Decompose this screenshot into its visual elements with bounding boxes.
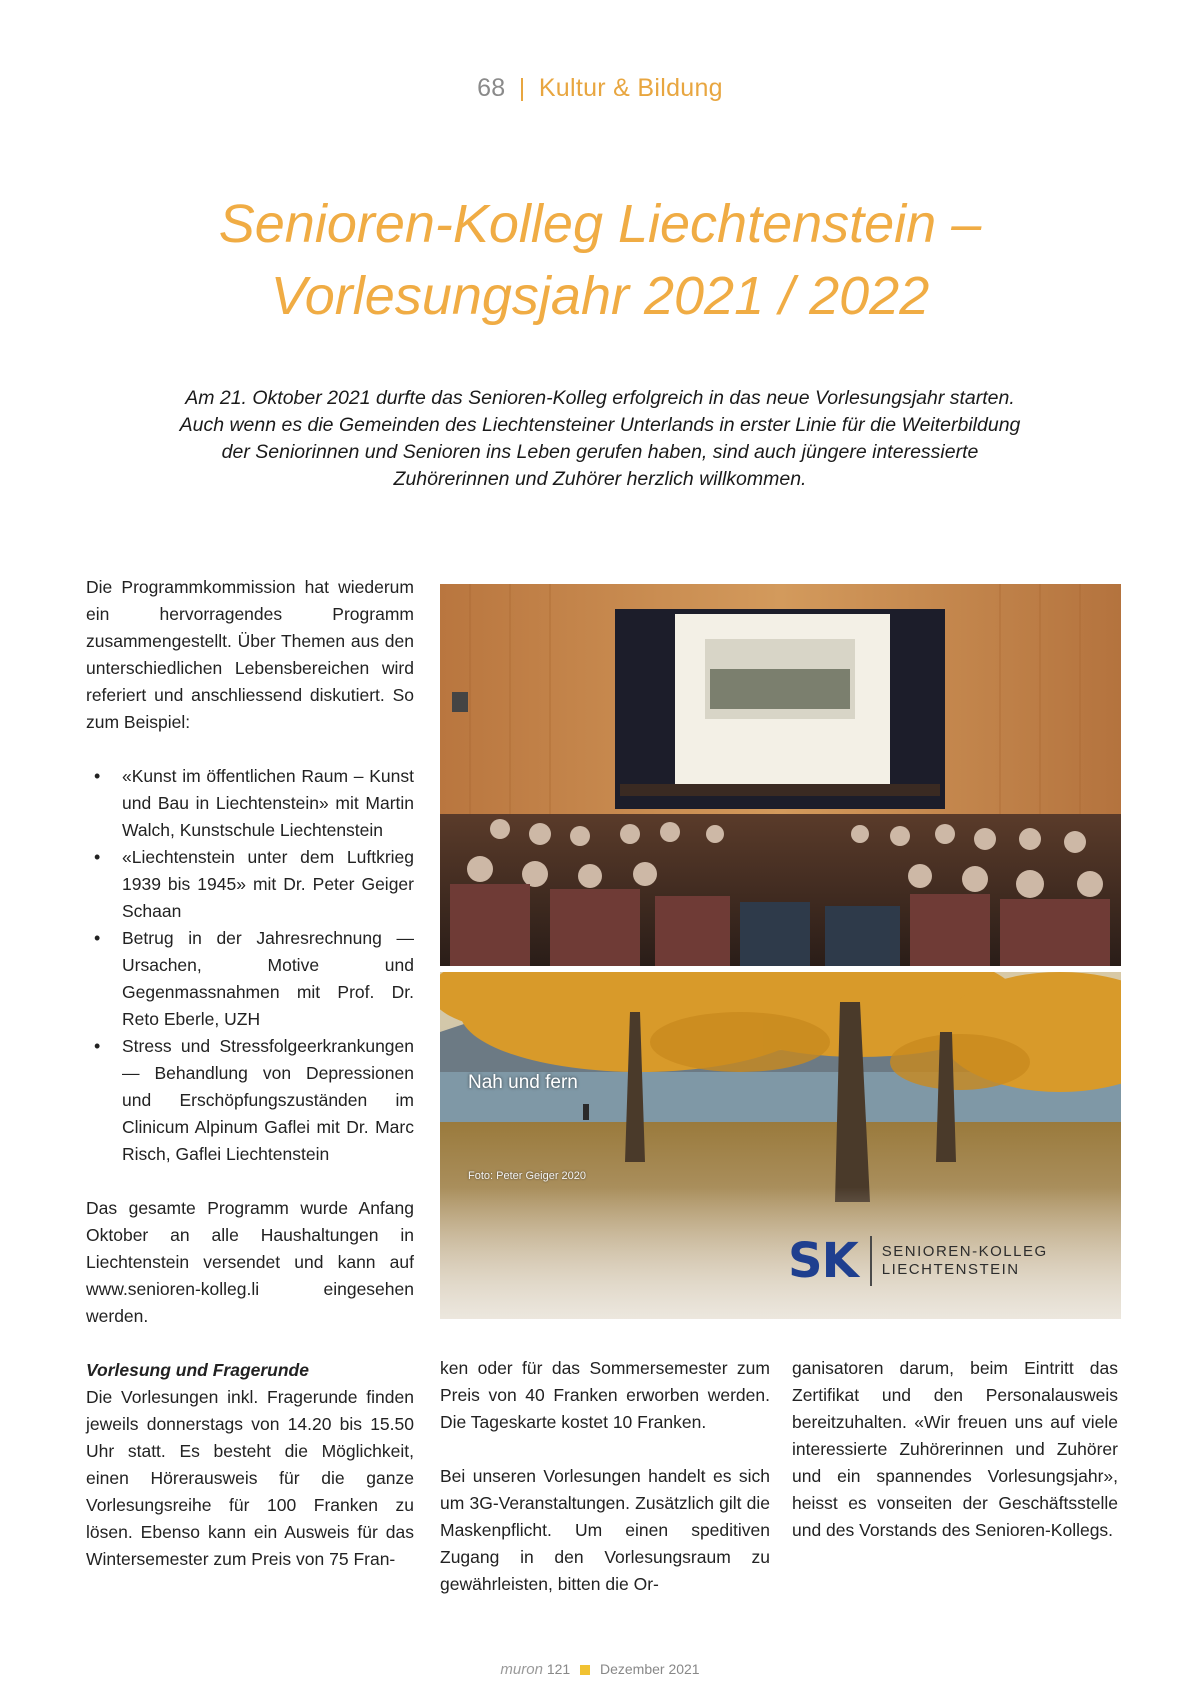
autumn-lake-photo [440,972,1121,1319]
logo-line2: LIECHTENSTEIN [881,1261,1020,1278]
article-title-line1: Senioren-Kolleg Liechtenstein – [218,194,982,254]
program-list [86,763,414,1168]
magazine-brand: muron [500,1661,543,1678]
text-column-1 [86,574,414,1573]
header-separator: | [518,74,526,102]
lecture-hall-photo [440,584,1121,966]
photo-overlay-title: Nah und fern [468,1072,578,1093]
program-item: • Betrug in der Jahresrechnung — Ursachen, Motive und Gegenmassnahmen mit Prof. Dr. Reto Eberle, UZH [86,925,414,1033]
subheading: Vorlesung und Fragerunde [86,1360,309,1380]
article-title-line2: Vorlesungsjahr 2021 / 2022 [270,266,930,326]
text-column-3 [792,1355,1118,1544]
program-note: Das gesamte Programm wurde Anfang Oktober an alle Haushaltungen in Liechtenstein versendet und kann auf www.senioren-kolleg.li eingesehen werden. [86,1198,414,1326]
logo-wordmark [882,1243,1048,1279]
program-item: • Stress und Stressfolgeerkrankungen — Behandlung von Depressionen und Erschöpfungszuständen im Clinicum Alpinum Gaflei mit Dr. Marc Risch, Gaflei Liechtenstein [86,1033,414,1168]
intro-paragraph: Die Programmkommission hat wiederum ein hervorragendes Programm zusammengestellt. Über Themen aus den unterschiedlichen Lebensbereichen wird referiert und anschliessend diskutiert. So zum Beispiel: [86,577,414,732]
program-item: • «Kunst im öffentlichen Raum – Kunst und Bau in Liechtenstein» mit Martin Walch, Kunstschule Liechtenstein [86,763,414,844]
logo-line1: SENIOREN-KOLLEG [881,1243,1048,1260]
article-lead: Am 21. Oktober 2021 durfte das Senioren-Kolleg erfolgreich in das neue Vorlesungsjahr starten. Auch wenn es die Gemeinden des Liechtensteiner Unterlands in erster Linie für die Weiterbildung der Seniorinnen und Senioren ins Leben gerufen haben, sind auch jüngere interessierte Zuhörerinnen und Zuhörer herzlich willkommen. [179,387,1021,490]
program-item: • «Liechtenstein unter dem Luftkrieg 1939 bis 1945» mit Dr. Peter Geiger Schaan [86,844,414,925]
issue-date: Dezember 2021 [599,1661,700,1677]
page-footer [0,1661,1200,1678]
page-number: 68 [477,74,506,102]
lecture-hall-image [440,584,1121,966]
photo-credit: Foto: Peter Geiger 2020 [468,1170,587,1182]
footer-square-icon [580,1665,590,1675]
article-title [80,188,1120,332]
text-column-2 [440,1355,770,1598]
logo-divider [870,1236,872,1286]
section-name: Kultur & Bildung [538,74,723,102]
senioren-kolleg-logo [788,1234,1048,1288]
covid-rules-paragraph: Bei unseren Vorlesungen handelt es sich um 3G-Veranstaltungen. Zusätzlich gilt die Maskenpflicht. Um einen speditiven Zugang in den Vorlesungsraum zu gewährleisten, bitten die Or- [440,1466,770,1594]
issue-number: 121 [546,1661,571,1677]
closing-paragraph: ganisatoren darum, beim Eintritt das Zertifikat und den Personalausweis bereitzuhalten. «Wir freuen uns auf viele interessierte Zuhörerinnen und Zuhörer und ein spannendes Vorlesungsjahr», heisst es vonseiten der Geschäftsstelle und des Vorstands des Senioren-Kollegs. [792,1358,1118,1540]
pricing-paragraph: ken oder für das Sommersemester zum Preis von 40 Franken erworben werden. Die Tageskarte kostet 10 Franken. [440,1358,770,1432]
logo-letters: SK [788,1233,858,1289]
lecture-info: Die Vorlesungen inkl. Fragerunde finden jeweils donnerstags von 14.20 bis 15.50 Uhr statt. Es besteht die Möglichkeit, einen Hörerausweis für die ganze Vorlesungsreihe für 100 Franken zu lösen. Ebenso kann ein Ausweis für das Wintersemester zum Preis von 75 Fran- [86,1387,414,1569]
page-header [0,74,1200,103]
